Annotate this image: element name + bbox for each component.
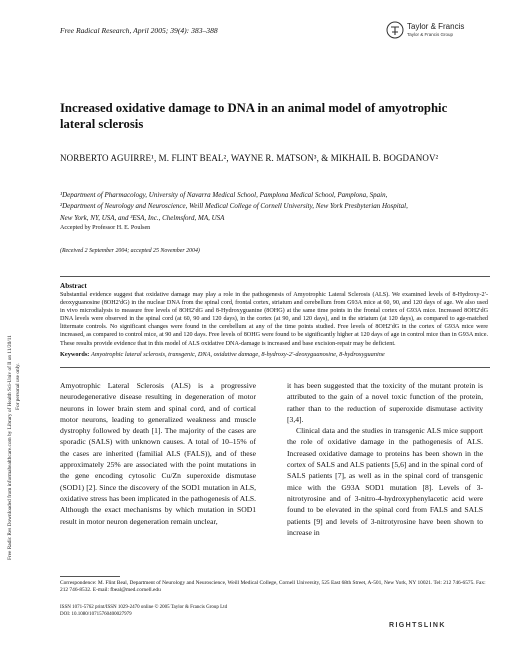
affiliation-line: ¹Department of Pharmacology, University of Navarra Medical School, Pamplona Medical School, Pamplona, Spain,: [60, 191, 388, 199]
body-paragraph: Clinical data and the studies in transgenic ALS mice support the role of oxidative damage in the pathogenesis of ALS. Increased oxidative damage to proteins has been shown in the cortex of SALS and ALS patients [5,6] and in the spinal cord of SALS patients [7], as well as in the spinal cord of transgenic mice with the G93A SOD1 mutation [8]. Levels of 3-nitrotyrosine and of 3-nitro-4-hydroxyphenylacetic acid were found to be elevated in the spinal cord from FALS and SALS patients [9] and levels of 3-nitrotyrosine have been shown to increase in: [287, 426, 483, 537]
body-column-left: [60, 380, 256, 527]
affiliations: [60, 190, 480, 224]
publisher-group: Taylor & Francis Group: [407, 32, 454, 37]
download-stamp-line: Free Radic Res Downloaded from informahealthcare.com by Library of Health Sci-Univ of Il on 11/20/11: [7, 335, 13, 560]
doi-line: DOI: 10.1080/10715760400027979: [60, 611, 132, 617]
author-list: NORBERTO AGUIRRE¹, M. FLINT BEAL², WAYNE R. MATSON³, & MIKHAIL B. BOGDANOV²: [60, 153, 439, 163]
abstract-top-rule: [60, 276, 490, 277]
body-paragraph: Amyotrophic Lateral Sclerosis (ALS) is a progressive neurodegenerative disease resulting in degeneration of motor neurons in lower brain stem and spinal cord, and of cortical motor neurons, leading to generalized weakness and muscle dystrophy followed by death [1]. The majority of the cases are sporadic (SALS) with unknown causes. A total of 10–15% of the cases are inherited (familial ALS (FALS)), and of these approximately 25% are associated with the point mutations in the gene encoding cytosolic Cu/Zn superoxide dismutase (SOD1) [2]. Since the discovery of the SOD1 mutation in ALS, oxidative stress has been implicated in the pathogenesis of ALS. Although the exact mechanisms by which mutation in SOD1 result in motor neuron degeneration remain unclear,: [60, 381, 256, 526]
body-paragraph: it has been suggested that the toxicity of the mutant protein is attributed to the gain of a novel toxic function of the protein, rather than to the reduction of superoxide dismutase activity [3,4].: [287, 381, 483, 424]
body-column-right: [287, 380, 483, 538]
rightslink-logo[interactable]: RIGHTSLINK: [389, 622, 446, 629]
received-dates: (Received 2 September 2004; accepted 25 November 2004): [60, 248, 200, 254]
keywords: [60, 351, 488, 359]
abstract-bottom-rule: [60, 367, 490, 368]
footnote-rule: [60, 576, 120, 577]
accepted-by: Accepted by Professor H. E. Poulsen: [60, 225, 151, 231]
issn-line: ISSN 1071-5762 print/ISSN 1029-2470 online © 2005 Taylor & Francis Group Ltd: [60, 605, 228, 610]
article-title: Increased oxidative damage to DNA in an animal model of amyotrophic lateral sclerosis: [60, 101, 448, 131]
download-stamp: [0, 0, 34, 660]
abstract-heading: Abstract: [60, 282, 87, 290]
publisher-logo-icon: [386, 21, 404, 39]
abstract-text: Substantial evidence suggest that oxidative damage may play a role in the pathogenesis of Amyotrophic Lateral Sclerosis (ALS). We examined levels of 8-Hydroxy-2′-deoxyguanosine (8OH2′dG) in the nuclear DNA from the spinal cord, frontal cortex, striatum and cerebellum from G93A mice at 60, 90, and 120 days of age. We also used in vivo microdialysis to measure free levels of 8OH2′dG and 8-Hydroxyguanine (8OHG) at the same time points in the frontal cortex of G93A mice. Increased 8OH2′dG DNA levels were observed in the spinal cord (at 60, 90 and 120 days), in the cortex (at 90, and 120 days), and in the striatum (at 120 days), as compared to age-matched littermate controls. No significant changes were found in the cerebellum at any of the time points studied. Free levels of 8OH2′dG in the cortex of G93A mice were increased, as compared to control mice, at 90 and 120 days. Free levels of 8OHG were found to be significantly higher at 120 days of age in control mice than in G93A mice. These results provide evidence that in this model of ALS oxidative DNA-damage is increased and base excision-repair may be deficient.: [60, 292, 488, 347]
journal-citation: Free Radical Research, April 2005; 39(4): 383–388: [60, 26, 218, 35]
publisher-logo: [386, 20, 476, 42]
issn-doi: [60, 605, 227, 618]
keywords-label: Keywords:: [60, 351, 90, 358]
keywords-list: Amyotrophic lateral sclerosis, transgenic, DNA, oxidative damage, 8-hydroxy-2′-deoxyguanosine, 8-hydroxyguanine: [90, 351, 385, 358]
publisher-name: Taylor & Francis: [407, 22, 465, 31]
personal-use-line: For personal use only.: [15, 363, 21, 410]
affiliation-line: New York, NY, USA, and ³ESA, Inc., Chelmsford, MA, USA: [60, 213, 225, 222]
affiliation-line: ²Department of Neurology and Neuroscience, Weill Medical College of Cornell University, New York Presbyterian Hospital,: [60, 202, 408, 211]
correspondence-footnote: Correspondence: M. Flint Beal, Department of Neurology and Neuroscience, Weill Medical College, Cornell University, 525 East 68th Street, A-501, New York, NY 10021. Tel: 212 746-6575. Fax: 212 746-8532. E-mail: fbeal@med.cornell.edu: [60, 580, 486, 594]
